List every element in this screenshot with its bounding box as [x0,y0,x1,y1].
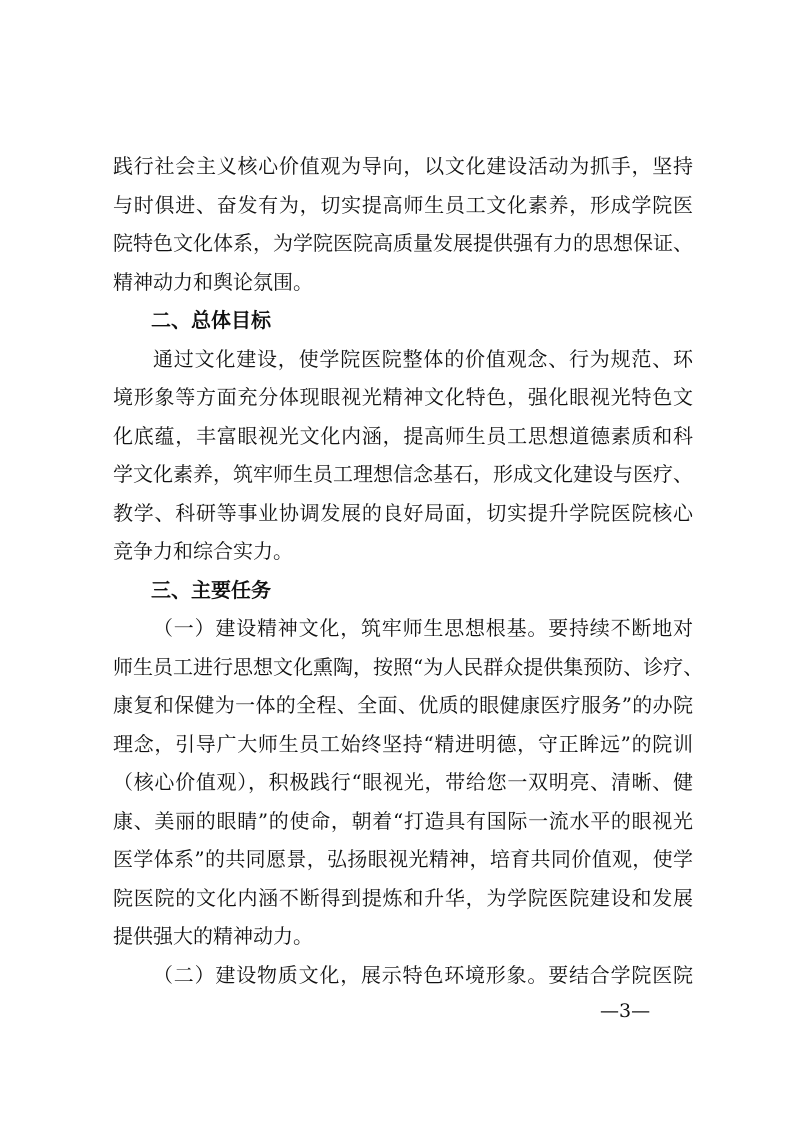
body-text [113,147,704,994]
paragraph-line: 院医院的文化内涵不断得到提炼和升华，为学院医院建设和发展 [113,885,693,910]
section-heading-tasks: 三、主要任务 [151,577,271,602]
paragraph-line: 践行社会主义核心价值观为导向，以文化建设活动为抓手，坚持 [113,154,693,178]
paragraph-line: （核心价值观），积极践行“眼视光，带给您一双明亮、清晰、健 [113,770,693,794]
paragraph-line: 通过文化建设，使学院医院整体的价值观念、行为规范、环 [153,346,693,371]
page-number: —3— [600,1000,651,1022]
paragraph-line: 理念，引导广大师生员工始终坚持“精进明德，守正眸远”的院训 [113,731,693,756]
paragraph-line: 精神动力和舆论氛围。 [113,269,313,294]
paragraph-line: 化底蕴，丰富眼视光文化内涵，提高师生员工思想道德素质和科 [113,423,693,448]
paragraph-line: 竞争力和综合实力。 [113,539,293,563]
paragraph-line: 提供强大的精神动力。 [113,924,313,948]
paragraph-line: 师生员工进行思想文化熏陶，按照“为人民群众提供集预防、诊疗、 [113,654,704,679]
paragraph-line: 境形象等方面充分体现眼视光精神文化特色，强化眼视光特色文 [113,385,693,409]
paragraph-line: 康、美丽的眼睛”的使命，朝着“打造具有国际一流水平的眼视光 [113,808,693,833]
paragraph-line: 康复和保健为一体的全程、全面、优质的眼健康医疗服务”的办院 [113,693,693,717]
paragraph-line: 学文化素养，筑牢师生员工理想信念基石，形成文化建设与医疗、 [113,462,693,486]
paragraph-line: （二）建设物质文化，展示特色环境形象。要结合学院医院 [153,962,693,987]
paragraph-line: 与时俱进、奋发有为，切实提高师生员工文化素养，形成学院医 [113,192,693,217]
section-heading-goals: 二、总体目标 [151,308,271,332]
paragraph-line: 教学、科研等事业协调发展的良好局面，切实提升学院医院核心 [113,500,693,525]
paragraph-line: 医学体系”的共同愿景，弘扬眼视光精神，培育共同价值观，使学 [113,847,693,871]
paragraph-line: 院特色文化体系，为学院医院高质量发展提供强有力的思想保证、 [113,231,693,255]
paragraph-line: （一）建设精神文化，筑牢师生思想根基。要持续不断地对 [153,616,693,640]
